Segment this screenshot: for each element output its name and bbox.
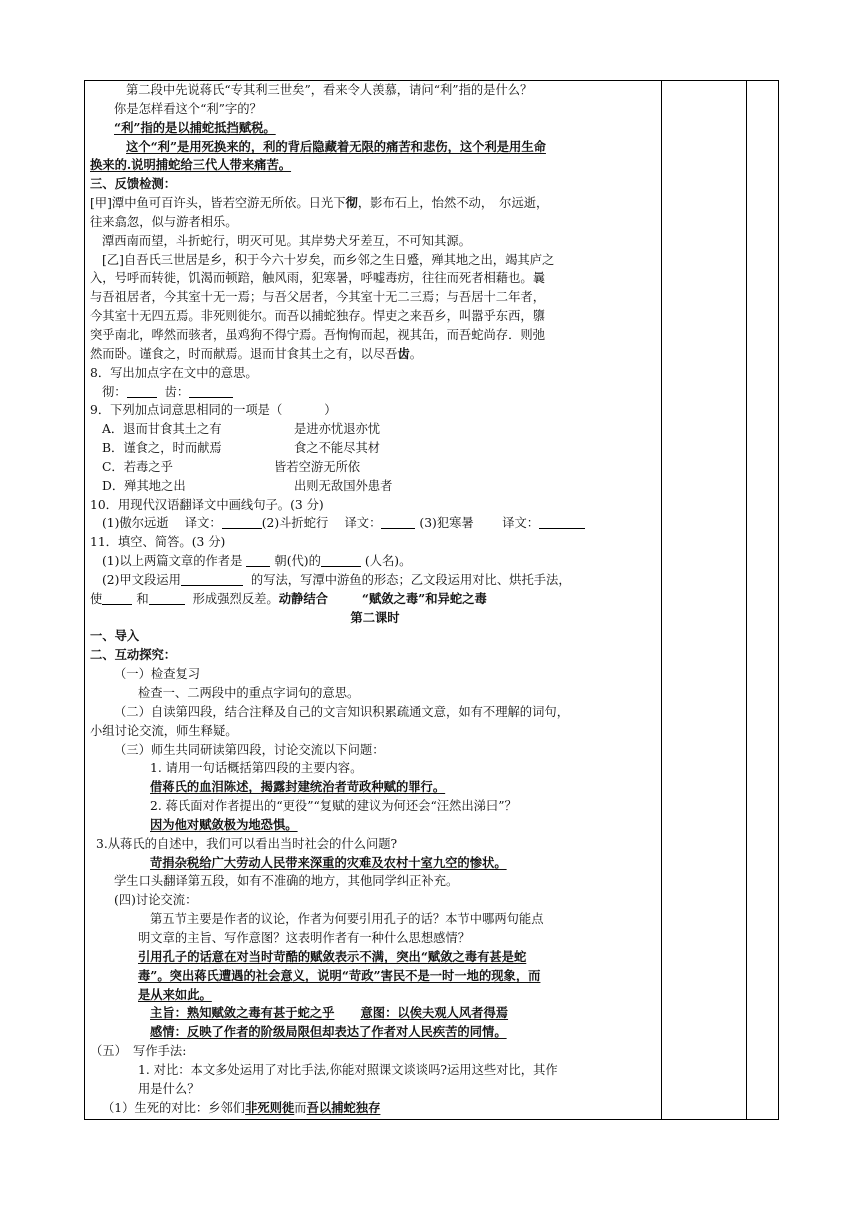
q9-a-right: 是进亦忧退亦忧 xyxy=(294,422,381,437)
q11-l1-b: 朝(代)的 xyxy=(274,554,321,569)
q9-b-left: B．谨食之，时而献焉 xyxy=(102,441,222,456)
passage-jia-line-3: 潭西南而望，斗折蛇行，明灭可见。其岸势犬牙差互，不可知其源。 xyxy=(102,233,471,248)
q9-b-right: 食之不能尽其材 xyxy=(294,441,381,456)
main-cell-content xyxy=(90,81,660,1117)
section-4-a-text-2: 毒”。突出蒋氏遭遇的社会意义，说明“苛政”害民不是一时一地的现象，而 xyxy=(138,967,541,983)
section-4-title: (四)讨论交流： xyxy=(114,893,198,908)
column-divider-1 xyxy=(661,81,662,1119)
q10-answers xyxy=(90,514,660,533)
section-3-a1-text: 借蒋氏的血泪陈述，揭露封建统治者苛政种赋的罪行。 xyxy=(150,779,446,795)
q10-blank-2[interactable] xyxy=(381,516,415,529)
li-question-line-2: 你是怎样看这个“利”字的？ xyxy=(114,101,262,116)
contrast-1-d: 吾以捕蛇独存 xyxy=(306,1099,381,1115)
feedback-heading: 三、反馈检测： xyxy=(90,176,177,192)
q11-line-2 xyxy=(90,571,660,590)
section-4-q-line-1: 第五节主要是作者的议论，作者为何要引用孔子的话？本节中哪两句能点 xyxy=(150,912,544,927)
q10-label-3: (3)犯寒暑 译文： xyxy=(419,516,540,531)
q10-stem: 10．用现代汉语翻译文中画线句子。(3 分) xyxy=(90,497,324,512)
q11-blank-author[interactable] xyxy=(321,554,361,567)
q10-blank-1[interactable] xyxy=(222,516,262,529)
q9-option-d[interactable] xyxy=(90,477,660,496)
q9-option-a[interactable] xyxy=(90,420,660,439)
section-2-line-1: （二）自读第四段，结合注释及自己的文言知识积累疏通文意，如有不理解的词句， xyxy=(114,704,569,719)
lesson2-heading-2: 二、互动探究： xyxy=(90,647,177,663)
li-question-line-1: 第二段中先说蒋氏“专其利三世矣”，看来令人羡慕，请问“利”指的是什么？ xyxy=(126,83,533,97)
section-4-a-line-3 xyxy=(90,986,660,1005)
q9-c-right: 皆若空游无所依 xyxy=(274,459,361,474)
q11-l1-a: (1)以上两篇文章的作者是 xyxy=(102,554,243,569)
section-5-contrast-1 xyxy=(90,1099,660,1118)
q11-l2-b: 的写法，写潭中游鱼的形态；乙文段运用对比、烘托手法， xyxy=(250,572,571,587)
section-4-emotion-text: 感情：反映了作者的阶级局限但却表达了作者对人民疾苦的同情。 xyxy=(150,1024,507,1040)
q9-option-b[interactable] xyxy=(90,439,660,458)
q8-label-2: 齿： xyxy=(164,384,190,399)
passage-yi-line-1: [乙]自吾氏三世居是乡，积于今六十岁矣，而乡邻之生日蹙，殚其地之出，竭其庐之 xyxy=(102,252,555,267)
jia1-c: ，影布石上，怡然不动， xyxy=(357,196,494,211)
q8-blank-2[interactable] xyxy=(189,385,233,398)
q9-stem xyxy=(90,401,660,420)
passage-yi-line-3: 与吾祖居者，今其室十无一焉；与吾父居者，今其室十无二三焉；与吾居十二年者， xyxy=(90,290,545,305)
jia1-a: [甲]潭中鱼可百许头，皆若空游无所依。日光下 xyxy=(90,196,346,211)
li-answer-line-1 xyxy=(90,119,660,138)
yi6-a: 然而卧。谨食之，时而献焉。退而甘食其土之有，以尽吾 xyxy=(90,346,398,361)
q9-d-left: D．殚其地之出 xyxy=(102,478,186,493)
q9-c-left: C．若毒之乎 xyxy=(102,459,173,474)
section-4-a-text-1: 引用孔子的话意在对当时苛酷的赋敛表示不满，突出“赋敛之毒有甚是蛇 xyxy=(138,948,527,964)
section-3-note: 学生口头翻译第五段，如有不准确的地方，其他同学纠正补充。 xyxy=(114,874,459,889)
q8-label-1: 彻： xyxy=(102,384,127,399)
section-4-a-text-3: 是从来如此。 xyxy=(138,986,212,1002)
q10-blank-3[interactable] xyxy=(539,516,585,529)
q11-l1-c: (人名)。 xyxy=(364,554,412,569)
contrast-1-b: 非死则徙 xyxy=(245,1099,295,1115)
q10-label-1: (1)傲尔远逝 译文： xyxy=(102,516,222,531)
section-3-title: （三）师生共同研读第四段，讨论交流以下问题： xyxy=(114,742,385,757)
q8-answers xyxy=(90,383,660,402)
passage-yi-line-6 xyxy=(90,345,660,364)
section-5-title: （五） 写作手法: xyxy=(90,1044,187,1059)
q10-label-2: (2)斗折蛇行 译文： xyxy=(261,516,382,531)
q11-blank-method[interactable] xyxy=(181,573,243,586)
q9-stem-text: 9．下列加点词意思相同的一项是（ xyxy=(90,403,283,418)
section-4-theme-text: 主旨：熟知赋敛之毒有甚于蛇之乎 xyxy=(150,1005,335,1021)
section-4-a-line-1 xyxy=(90,948,660,967)
q11-answer-2: “赋敛之毒”和异蛇之毒 xyxy=(361,590,487,606)
section-3-q1: 1. 请用一句话概括第四段的主要内容。 xyxy=(150,761,363,776)
q11-stem: 11．填空、简答。(3 分) xyxy=(90,535,226,550)
contrast-1-a: （1）生死的对比：乡邻们 xyxy=(102,1100,246,1115)
q9-d-right: 出则无敌国外患者 xyxy=(294,478,393,493)
section-4-emotion xyxy=(90,1023,660,1042)
q11-answer-1: 动静结合 xyxy=(278,590,328,606)
passage-yi-line-5: 突乎南北，哗然而骇者，虽鸡狗不得宁焉。吾恂恂而起，视其缶，而吾蛇尚存．则弛 xyxy=(90,327,545,342)
section-3-q2: 2. 蒋氏面对作者提出的“更役”“复赋的建议为何还会“汪然出涕曰”？ xyxy=(150,799,517,814)
lesson2-title: 第二课时 xyxy=(350,609,400,625)
q11-l2-a: (2)甲文段运用 xyxy=(102,572,181,587)
section-4-theme xyxy=(90,1004,660,1023)
q11-blank-dynasty[interactable] xyxy=(246,554,270,567)
li-answer-text-2: 这个“利”是用死换来的，利的背后隐藏着无限的痛苦和悲伤，这个利是用生命 xyxy=(126,138,546,154)
section-3-a2 xyxy=(90,816,660,835)
section-5-q-line-1: 1. 对比：本文多处运用了对比手法,你能对照课文谈谈吗?运用这些对比，其作 xyxy=(138,1062,558,1077)
q8-blank-1[interactable] xyxy=(127,385,157,398)
section-3-a3-text: 苛捐杂税给广大劳动人民带来深重的灾难及农村十室九空的惨状。 xyxy=(150,854,507,870)
section-4-a-line-2 xyxy=(90,967,660,986)
section-4-q-line-2: 明文章的主旨、写作意图？这表明作者有一种什么思想感情？ xyxy=(138,930,471,945)
q11-blank-a[interactable] xyxy=(102,592,132,605)
li-answer-line-2 xyxy=(90,138,660,157)
q11-blank-b[interactable] xyxy=(149,592,185,605)
section-4-intent-text: 意图：以俟夫观人风者得焉 xyxy=(360,1005,509,1021)
section-3-a3 xyxy=(90,854,660,873)
lesson2-heading-1: 一、导入 xyxy=(90,628,140,644)
li-answer-text-3: 换来的.说明捕蛇给三代人带来痛苦。 xyxy=(90,157,292,173)
section-3-a2-text: 因为他对赋敛极为地恐惧。 xyxy=(150,816,298,832)
q9-stem-end: ） xyxy=(324,403,337,418)
q11-line-3 xyxy=(90,590,660,609)
passage-yi-line-4: 今其室十无四五焉。非死则徙尔。而吾以捕蛇独存。悍吏之来吾乡，叫嚣乎东西，隳 xyxy=(90,309,545,324)
q9-option-c[interactable] xyxy=(90,458,660,477)
section-1-title: （一）检查复习 xyxy=(114,667,201,682)
passage-jia-line-2: 往来翕忽，似与游者相乐。 xyxy=(90,214,238,229)
passage-jia-line-1 xyxy=(90,194,660,213)
dotted-char-chi: 齿 xyxy=(397,345,410,361)
yi6-c: 。 xyxy=(409,346,423,361)
q11-line-1 xyxy=(90,552,660,571)
section-3-q3: 3.从蒋氏的自述中，我们可以看出当时社会的什么问题? xyxy=(96,836,398,851)
q11-l3-a: 使 xyxy=(90,591,103,606)
section-5-q-line-2: 用是什么？ xyxy=(138,1081,200,1096)
jia1-d: 尔远逝， xyxy=(499,196,549,211)
contrast-1-c: 而 xyxy=(294,1100,307,1115)
passage-yi-line-2: 入，号呼而转徙，饥渴而顿踣，触风雨，犯寒暑，呼嘘毒疠，往往而死者相藉也。曩 xyxy=(90,271,545,286)
section-3-a1 xyxy=(90,778,660,797)
section-1-text: 检查一、二两段中的重点字词句的意思。 xyxy=(138,686,360,700)
column-divider-2 xyxy=(746,81,747,1119)
li-answer-text-1: “利”指的是以捕蛇抵挡赋税。 xyxy=(114,119,276,135)
q8-stem: 8．写出加点字在文中的意思。 xyxy=(90,365,258,380)
q9-a-left: A．退而甘食其土之有 xyxy=(102,422,222,437)
li-answer-line-3 xyxy=(90,156,660,175)
q11-l3-c: 形成强烈反差。 xyxy=(192,591,279,606)
q11-l3-b: 和 xyxy=(136,591,149,606)
dotted-char-che: 彻 xyxy=(345,195,358,211)
section-2-line-2: 小组讨论交流，师生释疑。 xyxy=(90,723,238,738)
